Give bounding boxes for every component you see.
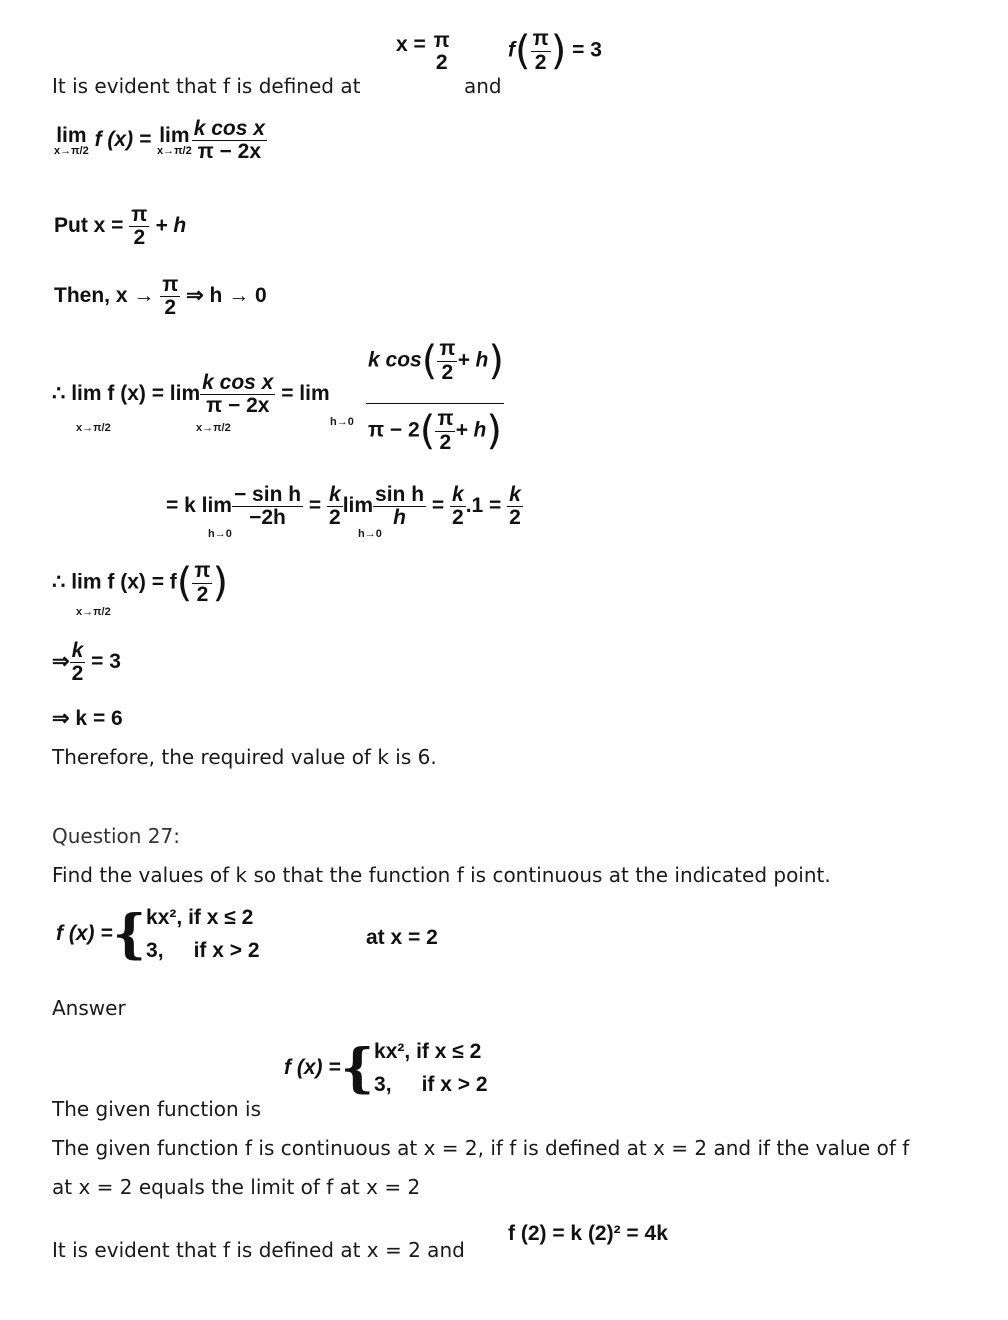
substitution-then: Then, x → $\frac{\pi}{2}$ ⇒ h → 0 (54, 273, 267, 320)
continuity-condition-line2: at x = 2 equals the limit of f at x = 2 (52, 1175, 421, 1199)
big-fraction-bar (366, 403, 504, 404)
question-heading: Question 27: (52, 824, 180, 848)
limit-subscript-x-2: x→π/2 (196, 422, 231, 434)
f-of-2-equals-4k: f (2) = k (2)² = 4k (508, 1222, 668, 1245)
therefore2-subscript: x→π/2 (76, 606, 111, 618)
evident-defined-text: It is evident that f is defined at x = 2 and (52, 1238, 465, 1262)
therefore-limit-line1: ∴ lim f (x) = lim $\frac{\text{k cos x}}{\pi - 2x}$ = lim (52, 371, 330, 418)
x-equals-pi-over-2: x = π 2 (396, 29, 450, 75)
f-pi-over-2-equals-3: f( $\frac{\pi}{2}$ ) = 3 (508, 27, 602, 74)
evident-text: It is evident that f is defined at (52, 74, 361, 98)
question-piecewise-function: f (x) ={ kx², if x ≤ 2 3, if x > 2 (56, 904, 260, 966)
therefore-limit-line2: ∴ lim f (x) = f( $\frac{\pi}{2}$ ) (52, 559, 229, 606)
big-fraction-numerator: k cos( $\frac{\pi}{2}$ + h) (368, 337, 504, 384)
answer-label: Answer (52, 996, 126, 1020)
conclusion-text: Therefore, the required value of k is 6. (52, 745, 437, 769)
chain-subscript-h-2: h→0 (358, 528, 382, 540)
given-function-text: The given function is (52, 1097, 262, 1121)
at-x-equals-2: at x = 2 (366, 926, 438, 949)
chain-subscript-h: h→0 (208, 528, 232, 540)
and-text: and (464, 74, 502, 98)
k-equals-6: ⇒ k = 6 (52, 707, 123, 730)
big-fraction-denominator: π − 2( $\frac{\pi}{2}$ + h) (368, 407, 502, 454)
limit-subscript-h: h→0 (330, 416, 354, 428)
question-prompt: Find the values of k so that the function f is continuous at the indicated point. (52, 863, 831, 887)
answer-piecewise-function: f (x) ={ kx², if x ≤ 2 3, if x > 2 (284, 1038, 488, 1100)
substitution-put: Put x = $\frac{\pi}{2}$ + h (54, 203, 187, 250)
limit-chain: = k lim $\frac{\text{− sin h}}{-2h}$ = $\frac{k}{2}$ lim $\frac{\text{sin h}}{h}$ = $\frac{k}{2}$ .1 = $\frac{k}{2}$ (166, 483, 521, 530)
limit-subscript-x: x→π/2 (76, 422, 111, 434)
continuity-condition-line1: The given function f is continuous at x = 2, if f is defined at x = 2 and if the value of f (52, 1136, 910, 1160)
k-over-2-equals-3: ⇒ $\frac{k}{2}$ = 3 (52, 639, 121, 686)
limit-definition: lim x→π/2 f (x) = lim x→π/2 $\frac{\text{k cos x}}{\pi - 2x}$ (54, 117, 265, 164)
